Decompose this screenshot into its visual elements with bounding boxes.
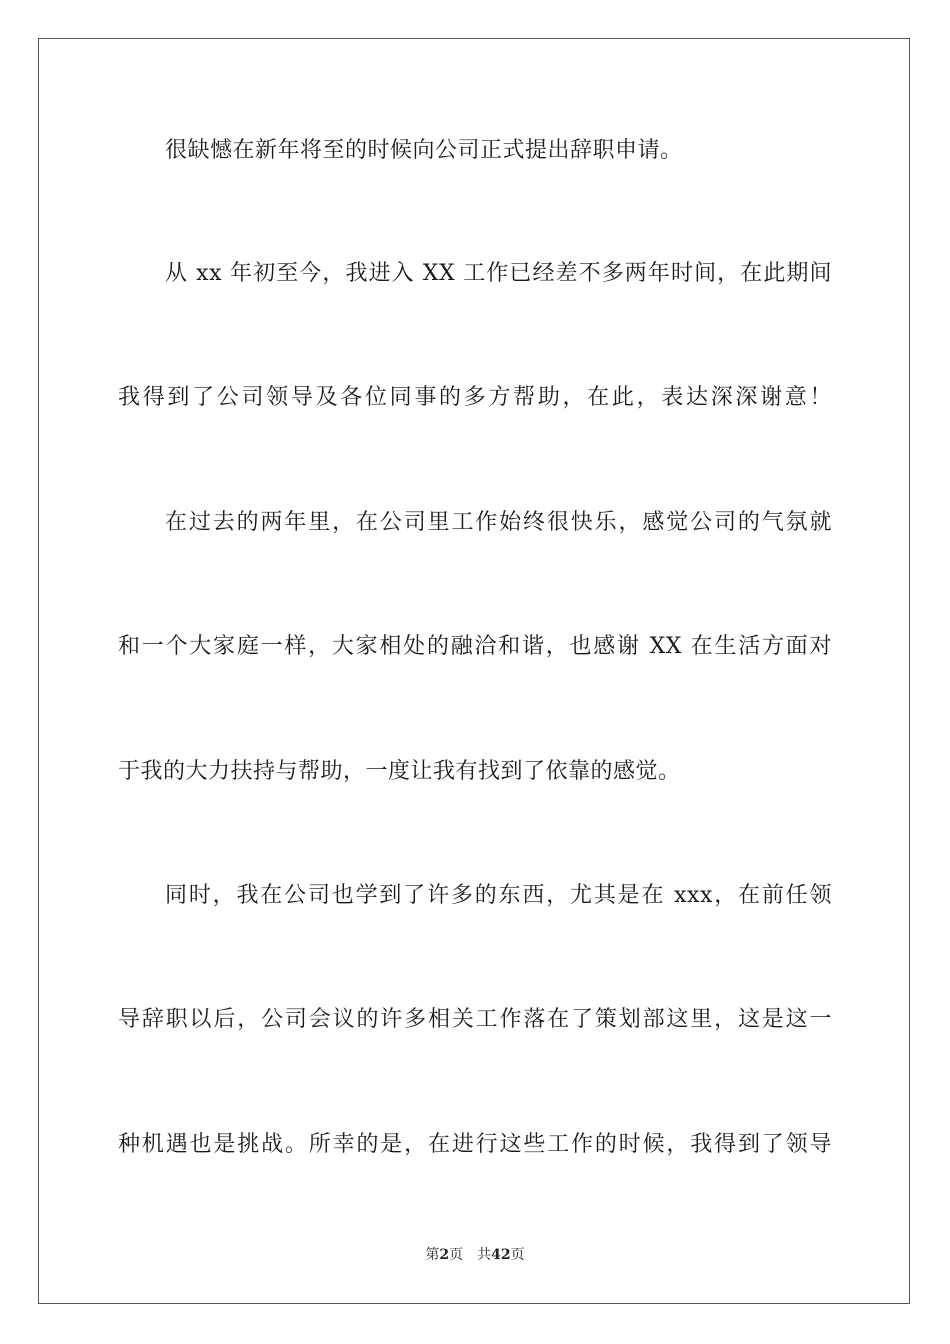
paragraph-line-4: 在过去的两年里，在公司里工作始终很快乐，感觉公司的气氛就	[165, 510, 832, 535]
page-border	[38, 38, 910, 1304]
total-suffix: 页	[510, 1247, 525, 1263]
paragraph-line-6: 于我的大力扶持与帮助，一度让我有找到了依靠的感觉。	[118, 759, 681, 784]
paragraph-line-2: 从 xx 年初至今，我进入 XX 工作已经差不多两年时间，在此期间	[165, 261, 832, 286]
total-prefix: 共	[477, 1247, 492, 1263]
paragraph-line-7: 同时，我在公司也学到了许多的东西，尤其是在 xxx，在前任领	[165, 883, 832, 908]
total-page-count: 42	[491, 1247, 511, 1263]
paragraph-line-3: 我得到了公司领导及各位同事的多方帮助，在此，表达深深谢意！	[118, 385, 832, 410]
paragraph-line-9: 种机遇也是挑战。所幸的是，在进行这些工作的时候，我得到了领导	[118, 1132, 832, 1157]
current-page-number: 2	[439, 1247, 450, 1263]
paragraph-line-1: 很缺憾在新年将至的时候向公司正式提出辞职申请。	[165, 138, 683, 163]
page-number-footer	[0, 1245, 950, 1265]
paragraph-line-8: 导辞职以后，公司会议的许多相关工作落在了策划部这里，这是这一	[118, 1007, 832, 1032]
page-prefix: 第	[425, 1247, 440, 1263]
page-suffix: 页	[449, 1247, 464, 1263]
paragraph-line-5: 和一个大家庭一样，大家相处的融洽和谐，也感谢 XX 在生活方面对	[118, 634, 832, 659]
